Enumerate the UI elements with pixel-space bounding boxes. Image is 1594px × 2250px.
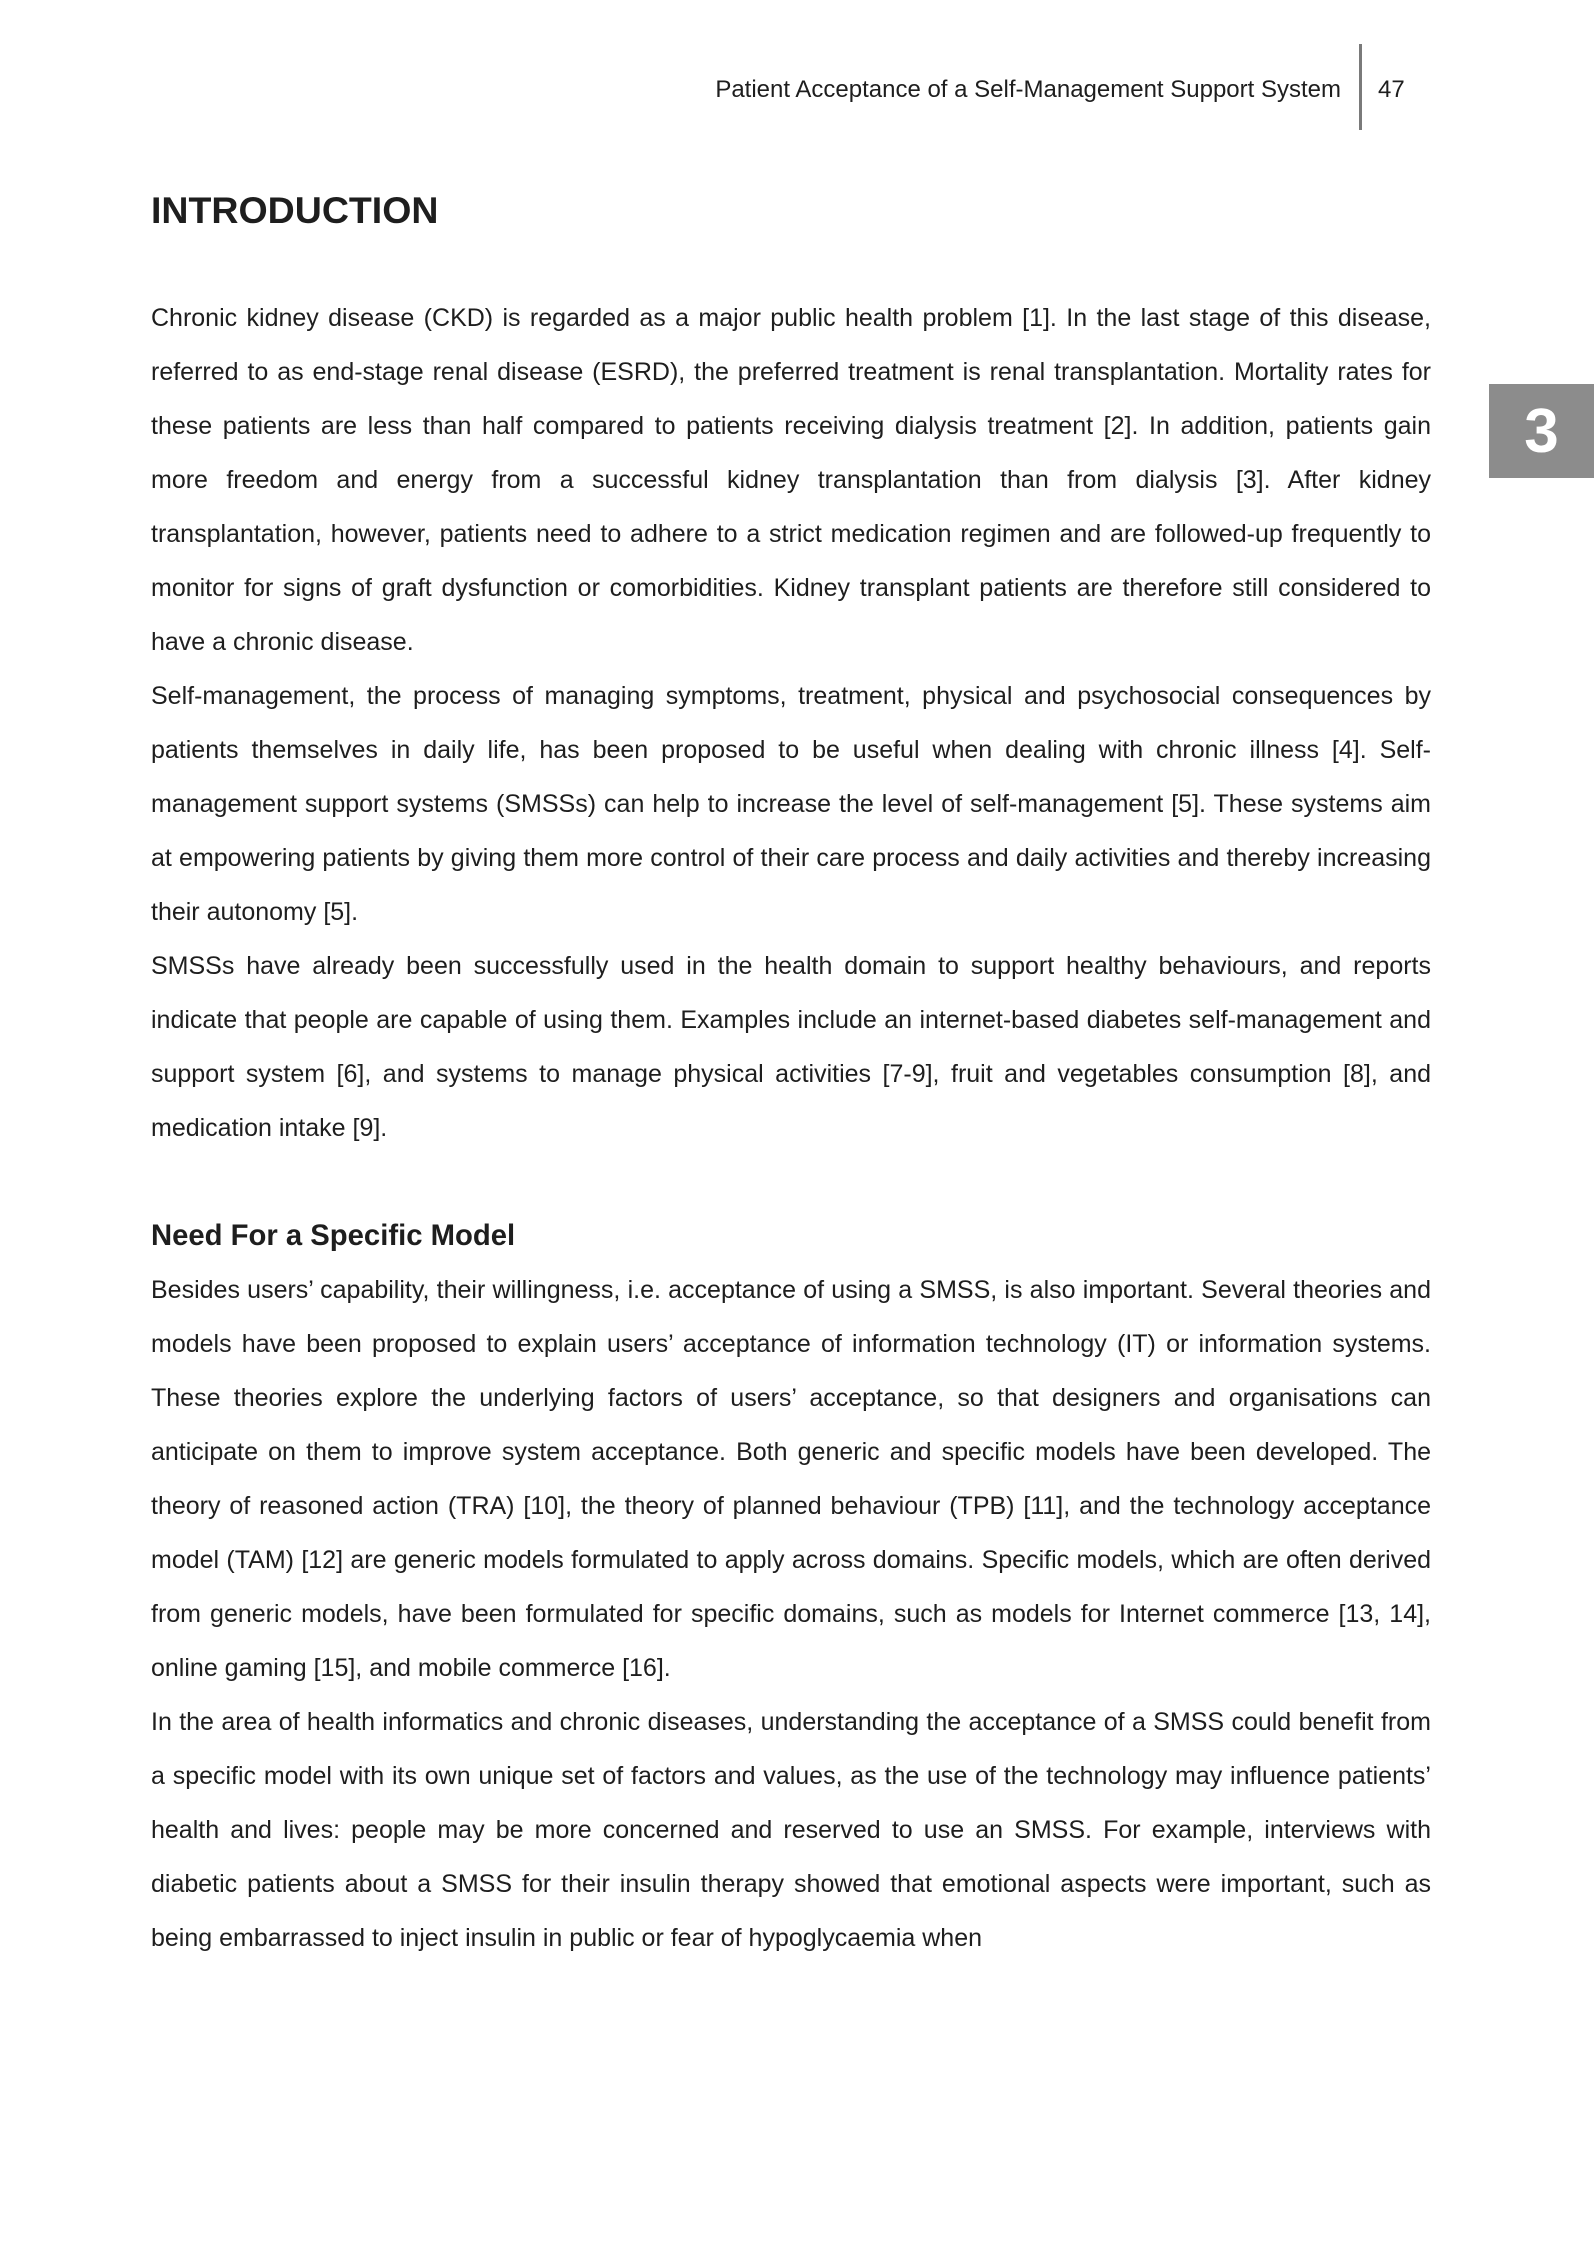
running-title: Patient Acceptance of a Self-Management Support System: [715, 76, 1341, 103]
running-header: [715, 70, 1414, 110]
need-for-model-paragraph-1: Besides users’ capability, their willingness, i.e. acceptance of using a SMSS, is also important. Several theories and models have been proposed to explain users’ acceptance of information technology (IT) or information systems. These theories explore the underlying factors of users’ acceptance, so that designers and organisations can anticipate on them to improve system acceptance. Both generic and specific models have been developed. The theory of reasoned action (TRA) [10], the theory of planned behaviour (TPB) [11], and the technology acceptance model (TAM) [12] are generic models formulated to apply across domains. Specific models, which are often derived from generic models, have been formulated for specific domains, such as models for Internet commerce [13, 14], online gaming [15], and mobile commerce [16].: [151, 1276, 1431, 1682]
introduction-paragraph-3: SMSSs have already been successfully used in the health domain to support healthy behaviours, and reports indicate that people are capable of using them. Examples include an internet-based diabetes self-management and support system [6], and systems to manage physical activities [7-9], fruit and vegetables consumption [8], and medication intake [9].: [151, 952, 1431, 1142]
introduction-paragraph-1: Chronic kidney disease (CKD) is regarded as a major public health problem [1]. In the last stage of this disease, referred to as end-stage renal disease (ESRD), the preferred treatment is renal transplantation. Mortality rates for these patients are less than half compared to patients receiving dialysis treatment [2]. In addition, patients gain more freedom and energy from a successful kidney transplantation than from dialysis [3]. After kidney transplantation, however, patients need to adhere to a strict medication regimen and are followed-up frequently to monitor for signs of graft dysfunction or comorbidities. Kidney transplant patients are therefore still considered to have a chronic disease.: [151, 304, 1431, 656]
page-number: 47: [1378, 76, 1405, 103]
need-for-model-paragraph-2: In the area of health informatics and chronic diseases, understanding the acceptance of a SMSS could benefit from a specific model with its own unique set of factors and values, as the use of the technology may influence patients’ health and lives: people may be more concerned and reserved to use an SMSS. For example, interviews with diabetic patients about a SMSS for their insulin therapy showed that emotional aspects were important, such as being embarrassed to inject insulin in public or fear of hypoglycaemia when: [151, 1708, 1431, 1952]
chapter-tab: 3: [1489, 384, 1594, 478]
introduction-paragraph-2: Self-management, the process of managing symptoms, treatment, physical and psychosocial consequences by patients themselves in daily life, has been proposed to be useful when dealing with chronic illness [4]. Self-management support systems (SMSSs) can help to increase the level of self-management [5]. These systems aim at empowering patients by giving them more control of their care process and daily activities and thereby increasing their autonomy [5].: [151, 682, 1431, 926]
introduction-heading: INTRODUCTION: [151, 189, 439, 231]
need-for-model-heading: Need For a Specific Model: [151, 1220, 516, 1252]
body-text: [151, 183, 1431, 1965]
section-spacer: [151, 1155, 1431, 1209]
